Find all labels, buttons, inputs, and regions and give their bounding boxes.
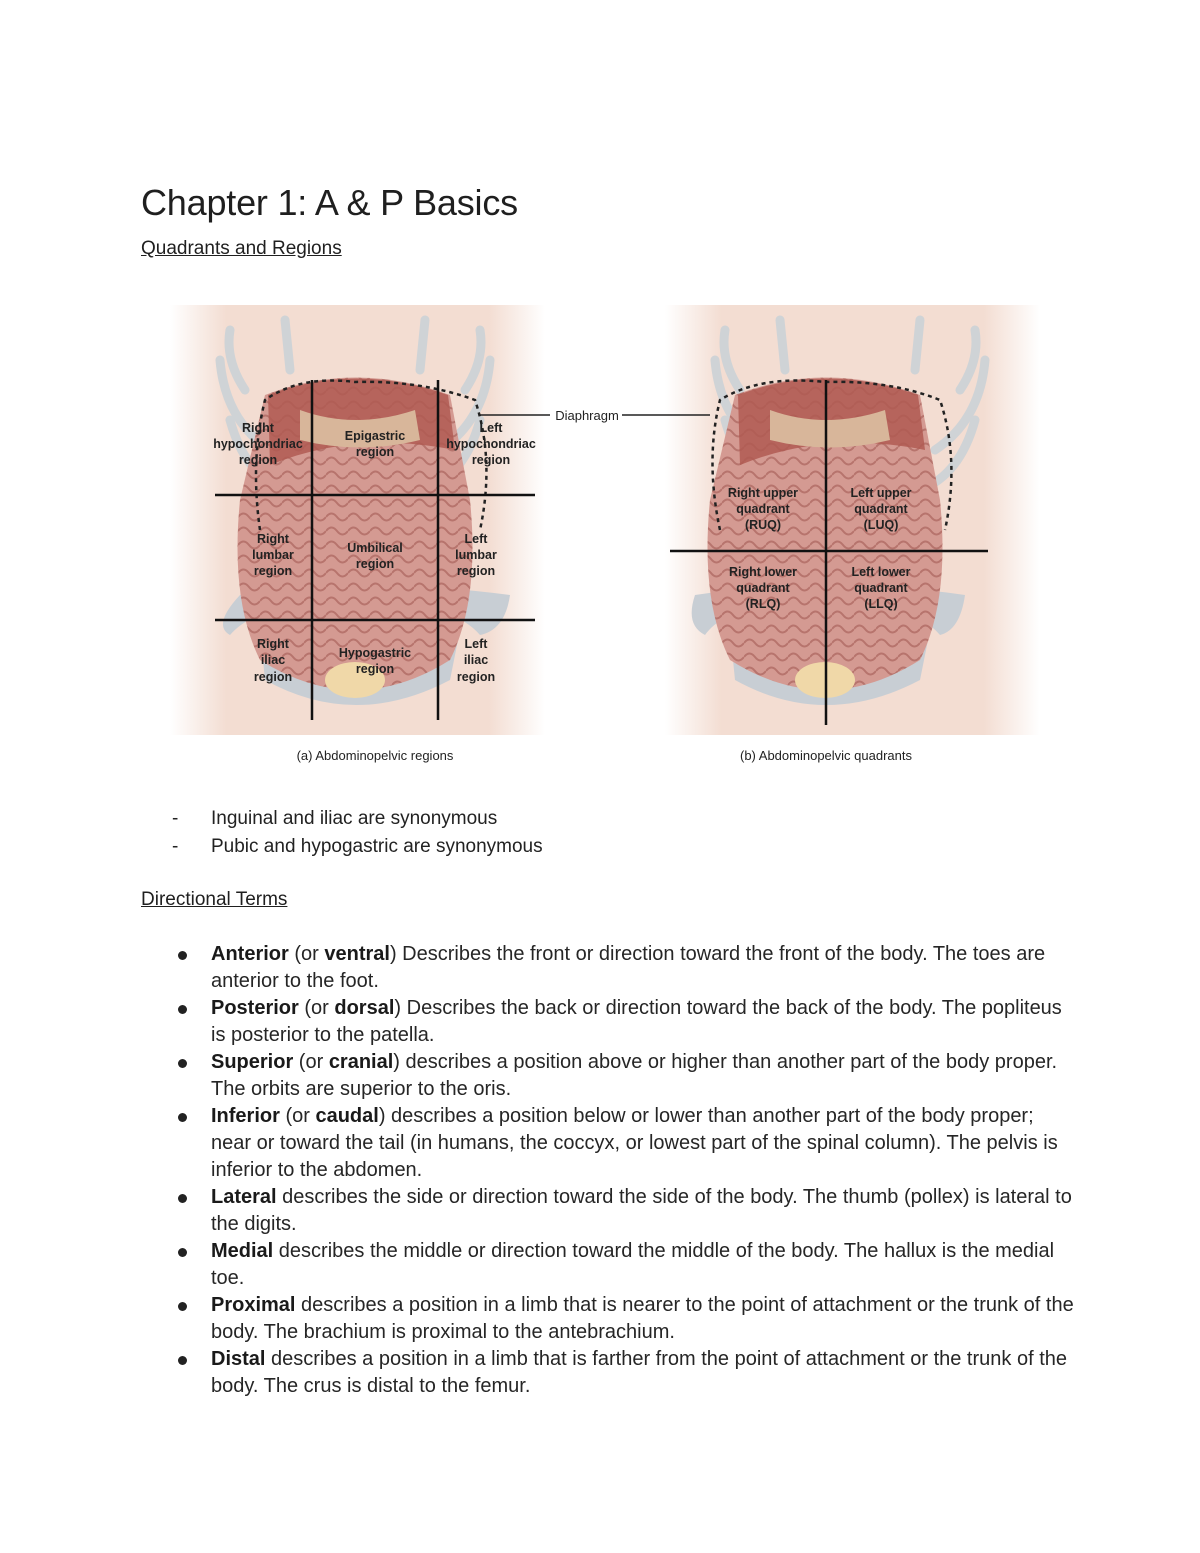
note-item: - Pubic and hypogastric are synonymous (172, 833, 543, 861)
bullet-icon (178, 1059, 187, 1068)
term: Anterior (211, 943, 289, 965)
caption-regions: (a) Abdominopelvic regions (296, 748, 454, 763)
directional-terms-list (175, 941, 1075, 1400)
svg-text:Umbilical: Umbilical (347, 541, 403, 555)
svg-text:Right lower: Right lower (728, 565, 798, 579)
bullet-icon (178, 1113, 187, 1122)
svg-text:Right upper: Right upper (727, 486, 799, 500)
svg-text:hypochondriac: hypochondriac (213, 437, 303, 451)
svg-text:region: region (471, 453, 511, 467)
notes-list (172, 805, 543, 861)
term: Medial (211, 1240, 274, 1262)
svg-text:region: region (238, 453, 278, 467)
bullet-icon (178, 1005, 187, 1014)
bullet-icon (178, 1194, 187, 1203)
term-item-medial: Medial describes the middle or direction toward the middle of the body. The hallux is the medial toe. (175, 1238, 1075, 1292)
svg-text:Right: Right (242, 421, 274, 435)
term-item-distal: Distal describes a position in a limb that is farther from the point of attachment or the trunk of the body. The crus is distal to the femur. (175, 1346, 1075, 1400)
svg-text:hypochondriac: hypochondriac (446, 437, 536, 451)
synonym: cranial (328, 1051, 394, 1073)
term-item-posterior: Posterior (or dorsal) Describes the back or direction toward the back of the body. The popliteus is posterior to the patella. (175, 995, 1075, 1049)
svg-text:(RLQ): (RLQ) (745, 597, 781, 611)
term-item-proximal: Proximal describes a position in a limb that is nearer to the point of attachment or the trunk of the body. The brachium is proximal to the antebrachium. (175, 1292, 1075, 1346)
note-item: - Inguinal and iliac are synonymous (172, 805, 543, 833)
svg-text:region: region (456, 670, 496, 684)
svg-text:quadrant: quadrant (854, 502, 908, 516)
section-heading-directional: Directional Terms (141, 889, 288, 910)
svg-text:lumbar: lumbar (252, 548, 294, 562)
svg-text:quadrant: quadrant (736, 581, 790, 595)
synonym: dorsal (334, 997, 395, 1019)
term: Inferior (211, 1105, 280, 1127)
svg-text:(LUQ): (LUQ) (863, 518, 899, 532)
svg-text:Hypogastric: Hypogastric (338, 646, 412, 660)
svg-text:region: region (253, 670, 293, 684)
term-item-lateral: Lateral describes the side or direction toward the side of the body. The thumb (pollex) is lateral to the digits. (175, 1184, 1075, 1238)
svg-text:lumbar: lumbar (455, 548, 497, 562)
bullet-icon (178, 1356, 187, 1365)
bullet-icon (178, 1302, 187, 1311)
svg-text:Left lower: Left lower (851, 565, 911, 579)
term-item-inferior: Inferior (or caudal) describes a position below or lower than another part of the body proper; near or toward the tail (in humans, the coccyx, or lowest part of the spinal column). The pelvis is inferior to the abdomen. (175, 1103, 1075, 1184)
caption-quadrants: (b) Abdominopelvic quadrants (740, 748, 912, 763)
svg-text:Left: Left (479, 421, 503, 435)
term: Distal (211, 1348, 266, 1370)
svg-text:Epigastric: Epigastric (344, 429, 406, 443)
svg-text:Right: Right (257, 637, 289, 651)
svg-text:Left upper: Left upper (850, 486, 912, 500)
synonym: caudal (315, 1105, 379, 1127)
svg-text:quadrant: quadrant (736, 502, 790, 516)
svg-text:iliac: iliac (463, 653, 489, 667)
bullet-icon (178, 1248, 187, 1257)
svg-text:quadrant: quadrant (854, 581, 908, 595)
panel-quadrants (622, 305, 1040, 735)
svg-text:iliac: iliac (260, 653, 286, 667)
svg-text:Left: Left (464, 532, 488, 546)
term-item-anterior: Anterior (or ventral) Describes the front or direction toward the front of the body. The toes are anterior to the foot. (175, 941, 1075, 995)
term: Superior (211, 1051, 294, 1073)
svg-text:region: region (355, 557, 395, 571)
section-heading-quadrants: Quadrants and Regions (141, 238, 342, 259)
diaphragm-label: Diaphragm (555, 408, 619, 423)
svg-text:Right: Right (257, 532, 289, 546)
svg-text:region: region (355, 662, 395, 676)
svg-text:(LLQ): (LLQ) (864, 597, 898, 611)
svg-text:(RUQ): (RUQ) (744, 518, 782, 532)
term: Lateral (211, 1186, 277, 1208)
abdominopelvic-figure (150, 300, 1050, 770)
page-title: Chapter 1: A & P Basics (141, 182, 518, 223)
term: Proximal (211, 1294, 296, 1316)
svg-text:Left: Left (464, 637, 488, 651)
term: Posterior (211, 997, 299, 1019)
svg-text:region: region (253, 564, 293, 578)
svg-text:region: region (456, 564, 496, 578)
label-right-lumbar (252, 532, 294, 578)
bullet-icon (178, 951, 187, 960)
synonym: ventral (324, 943, 390, 965)
term-item-superior: Superior (or cranial) describes a position above or higher than another part of the body proper. The orbits are superior to the oris. (175, 1049, 1075, 1103)
svg-text:region: region (355, 445, 395, 459)
